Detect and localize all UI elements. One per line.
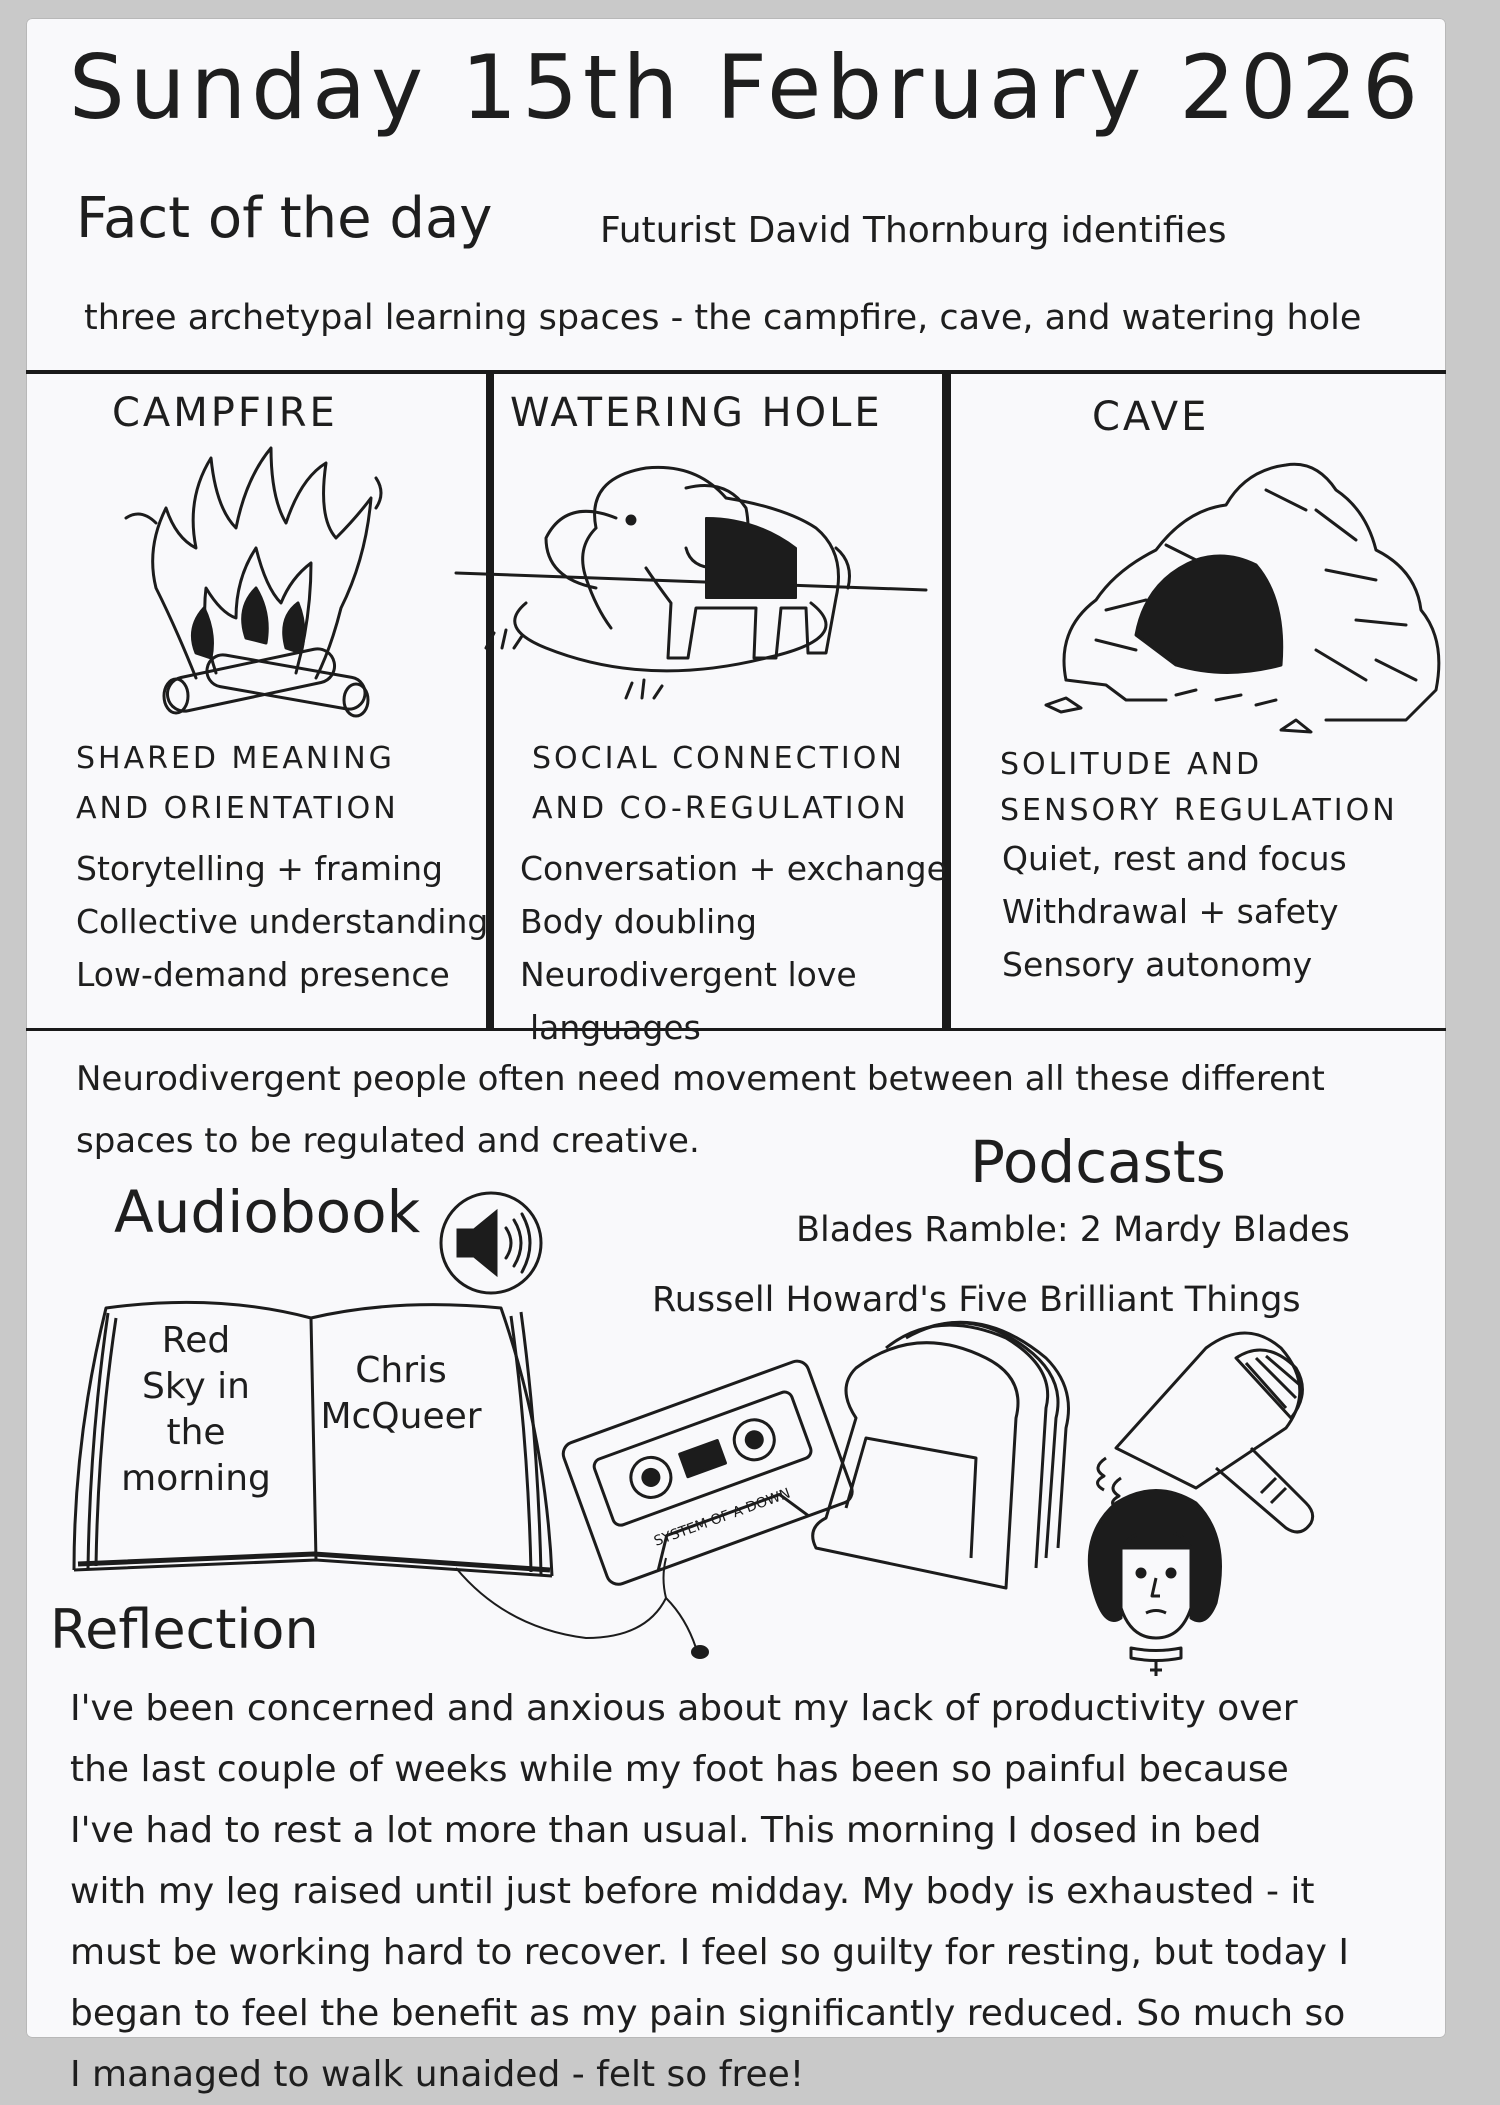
list-item: Storytelling + framing — [76, 849, 443, 888]
cave-heading: CAVE — [1092, 394, 1210, 440]
list-item: Conversation + exchange — [520, 849, 947, 888]
journal-page — [26, 18, 1446, 2095]
book-author-line: Chris — [355, 1350, 447, 1391]
cave-subtitle-1: SOLITUDE AND — [1000, 747, 1263, 782]
elephant-icon — [456, 458, 926, 708]
audiobook-heading: Audiobook — [114, 1178, 421, 1246]
list-item: Neurodivergent love — [520, 955, 857, 994]
podcasts-heading: Podcasts — [970, 1128, 1226, 1196]
movement-note — [76, 1048, 1436, 1172]
cassette-label-text: SYSTEM OF A DOWN — [651, 1485, 793, 1550]
cave-list — [1002, 832, 1347, 991]
campfire-heading: CAMPFIRE — [112, 390, 338, 436]
list-item: languages — [530, 1008, 701, 1047]
campfire-list — [76, 842, 488, 1001]
fact-heading: Fact of the day — [76, 186, 493, 251]
book-title-line: Red — [161, 1320, 231, 1361]
note-line-1: Neurodivergent people often need movement between all these different — [76, 1059, 1325, 1099]
reflection-line: began to feel the benefit as my pain significantly reduced. So much so — [70, 1993, 1346, 2034]
book-title-line: morning — [121, 1458, 271, 1499]
campfire-subtitle-1: SHARED MEANING — [76, 741, 395, 776]
campfire-icon — [86, 438, 416, 718]
reflection-line: must be working hard to recover. I feel so guilty for resting, but today I — [70, 1932, 1350, 1973]
reflection-line: with my leg raised until just before midday. My body is exhausted - it — [70, 1871, 1315, 1912]
list-item: Quiet, rest and focus — [1002, 839, 1347, 878]
book-title — [116, 1318, 276, 1502]
list-item: Sensory autonomy — [1002, 945, 1313, 984]
reflection-text — [70, 1678, 1440, 2105]
book-author — [316, 1348, 486, 1440]
speaker-icon — [436, 1188, 546, 1298]
reflection-line: the last couple of weeks while my foot has been so painful because — [70, 1749, 1289, 1790]
book-title-line: Sky in — [142, 1366, 250, 1407]
reflection-heading: Reflection — [50, 1598, 319, 1661]
book-title-line: the — [166, 1412, 226, 1453]
watering-hole-heading: WATERING HOLE — [510, 390, 883, 436]
reflection-line: I managed to walk unaided - felt so free! — [70, 2054, 805, 2095]
podcast-item-2: Russell Howard's Five Brilliant Things — [652, 1280, 1301, 1320]
fact-line-1: Futurist David Thornburg identifies — [600, 210, 1227, 251]
reflection-line: I've had to rest a lot more than usual. This morning I dosed in bed — [70, 1810, 1262, 1851]
list-item: Withdrawal + safety — [1002, 892, 1339, 931]
list-item: Collective understanding — [76, 902, 489, 941]
cave-icon — [1026, 450, 1456, 750]
fact-line-2: three archetypal learning spaces - the campfire, cave, and watering hole — [84, 298, 1362, 338]
podcast-item-1: Blades Ramble: 2 Mardy Blades — [796, 1210, 1350, 1250]
list-item: Body doubling — [520, 902, 757, 941]
cave-subtitle-2: SENSORY REGULATION — [1000, 793, 1398, 828]
watering-hole-subtitle-2: AND CO-REGULATION — [532, 791, 909, 826]
campfire-subtitle-2: AND ORIENTATION — [76, 791, 399, 826]
list-item: Low-demand presence — [76, 955, 450, 994]
reflection-line: I've been concerned and anxious about my lack of productivity over — [70, 1688, 1298, 1729]
portrait-icon — [1066, 1478, 1246, 1678]
page-title: Sunday 15th February 2026 — [68, 36, 1424, 139]
book-author-line: McQueer — [320, 1396, 482, 1437]
divider-top — [26, 370, 1446, 374]
note-line-2: spaces to be regulated and creative. — [76, 1121, 700, 1161]
watering-hole-subtitle-1: SOCIAL CONNECTION — [532, 741, 905, 776]
watering-hole-list — [520, 842, 947, 1054]
